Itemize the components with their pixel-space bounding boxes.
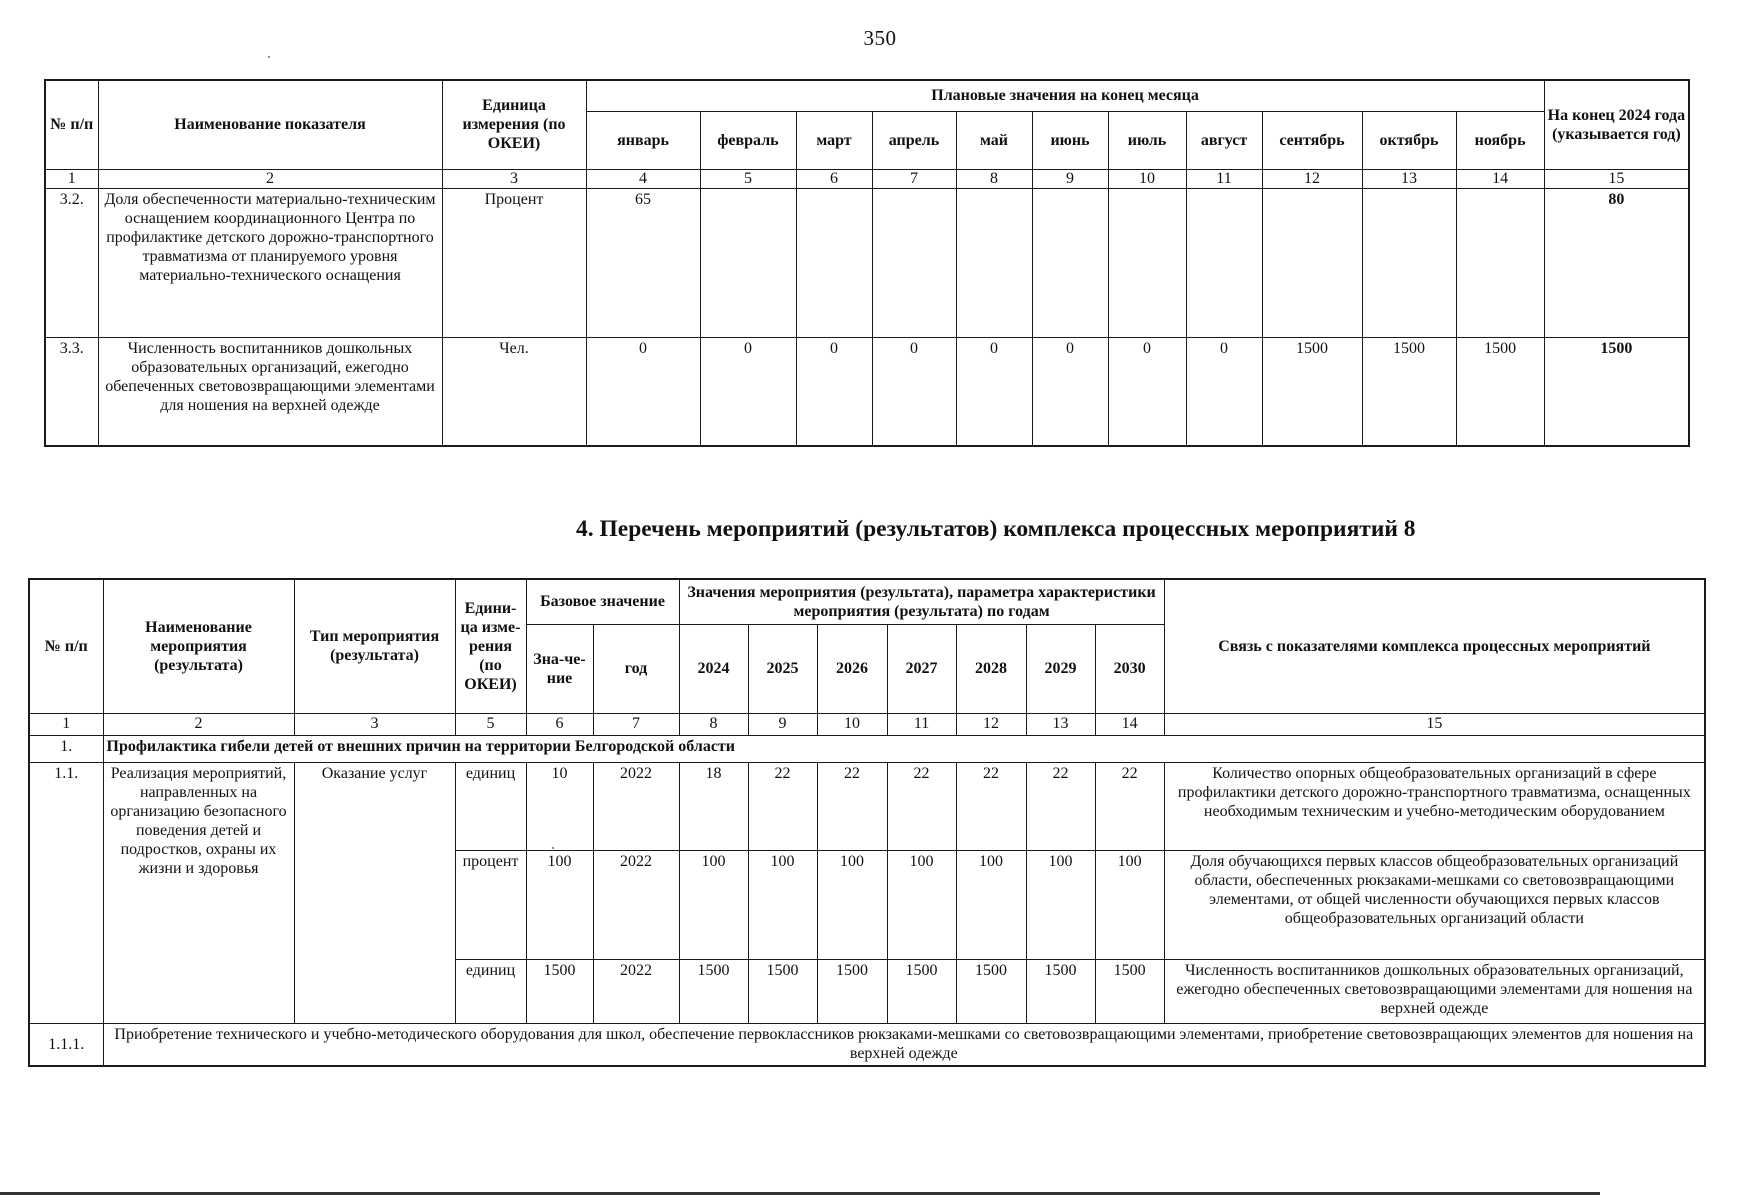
- header-month: май: [956, 111, 1032, 169]
- month-value: 1500: [1262, 337, 1362, 446]
- column-number: 14: [1095, 713, 1164, 735]
- linked-indicator: Численность воспитанников дошкольных образовательных организаций, ежегодно обеспеченных световозвращающими элементами для ношения на верхней одежде: [1164, 959, 1705, 1023]
- month-value: 0: [1108, 337, 1186, 446]
- header-unit: Едини-ца изме-рения (по ОКЕИ): [455, 579, 526, 713]
- column-number: 2: [98, 169, 442, 188]
- header-month: август: [1186, 111, 1262, 169]
- item-name: Реализация мероприятий, направленных на организацию безопасного поведения детей и подростков, охраны их жизни и здоровья: [103, 762, 294, 1023]
- column-number: 3: [294, 713, 455, 735]
- measure-unit: единиц: [455, 762, 526, 850]
- year-value: 22: [817, 762, 887, 850]
- header-link: Связь с показателями комплекса процессных мероприятий: [1164, 579, 1705, 713]
- column-number: 9: [748, 713, 817, 735]
- header-num: № п/п: [45, 80, 98, 169]
- header-year: 2028: [956, 624, 1026, 713]
- month-value: [1186, 188, 1262, 337]
- month-value: 0: [1032, 337, 1108, 446]
- year-value: 100: [679, 850, 748, 959]
- indicator-unit: Чел.: [442, 337, 586, 446]
- header-years-group: Значения мероприятия (результата), параметра характеристики мероприятия (результата) по годам: [679, 579, 1164, 624]
- year-value: 1500: [1095, 959, 1164, 1023]
- month-value: 0: [586, 337, 700, 446]
- column-number: 10: [1108, 169, 1186, 188]
- section-title: 4. Перечень мероприятий (результатов) комплекса процессных мероприятий 8: [576, 516, 1416, 542]
- header-base-value-year: год: [593, 624, 679, 713]
- header-num: № п/п: [29, 579, 103, 713]
- column-number: 12: [956, 713, 1026, 735]
- header-month: октябрь: [1362, 111, 1456, 169]
- row-num: 3.2.: [45, 188, 98, 337]
- base-year: 2022: [593, 959, 679, 1023]
- header-year: 2027: [887, 624, 956, 713]
- month-value: [1456, 188, 1544, 337]
- table-row: [45, 188, 1689, 337]
- sub-item-row: [29, 1023, 1705, 1066]
- page-number: 350: [863, 26, 897, 50]
- column-number: 6: [796, 169, 872, 188]
- column-number: 5: [455, 713, 526, 735]
- year-value: 22: [1026, 762, 1095, 850]
- header-year: 2024: [679, 624, 748, 713]
- header-year: 2026: [817, 624, 887, 713]
- header-year-end: На конец 2024 года (указывается год): [1544, 80, 1689, 169]
- base-year: 2022: [593, 762, 679, 850]
- column-number: 8: [956, 169, 1032, 188]
- month-value: 1500: [1362, 337, 1456, 446]
- header-unit: Единица измерения (по ОКЕИ): [442, 80, 586, 169]
- column-number: 12: [1262, 169, 1362, 188]
- month-value: [1032, 188, 1108, 337]
- header-year: 2025: [748, 624, 817, 713]
- column-number: 14: [1456, 169, 1544, 188]
- year-value: 1500: [887, 959, 956, 1023]
- measures-table: [28, 578, 1706, 1067]
- table-row: [29, 762, 1705, 850]
- year-value: 100: [817, 850, 887, 959]
- month-value: [1362, 188, 1456, 337]
- header-year: 2029: [1026, 624, 1095, 713]
- column-number: 5: [700, 169, 796, 188]
- header-month: апрель: [872, 111, 956, 169]
- column-number: 15: [1544, 169, 1689, 188]
- measure-unit: процент: [455, 850, 526, 959]
- month-value: [1108, 188, 1186, 337]
- scan-speck: [268, 56, 270, 58]
- header-planned-values: Плановые значения на конец месяца: [586, 80, 1544, 111]
- month-value: 0: [956, 337, 1032, 446]
- column-number: 11: [887, 713, 956, 735]
- column-number: 1: [45, 169, 98, 188]
- item-type: Оказание услуг: [294, 762, 455, 1023]
- header-month: июль: [1108, 111, 1186, 169]
- column-number: 8: [679, 713, 748, 735]
- month-value: 1500: [1456, 337, 1544, 446]
- indicator-name: Доля обеспеченности материально-техническим оснащением координационного Центра по профилактике детского дорожно-транспортного травматизма от планируемого уровня материально-технического оснащения: [98, 188, 442, 337]
- year-value: 1500: [748, 959, 817, 1023]
- column-number: 1: [29, 713, 103, 735]
- month-value: [1262, 188, 1362, 337]
- header-month: март: [796, 111, 872, 169]
- year-value: 1500: [956, 959, 1026, 1023]
- year-value: 1500: [1026, 959, 1095, 1023]
- column-number: 6: [526, 713, 593, 735]
- linked-indicator: Доля обучающихся первых классов общеобразовательных организаций области, обеспеченных рюкзаками-мешками со световозвращающими элементами, от общей численности обучающихся первых классов общеобразовательных организаций области: [1164, 850, 1705, 959]
- year-value: 100: [748, 850, 817, 959]
- column-numbers-row: [45, 169, 1689, 188]
- header-month: январь: [586, 111, 700, 169]
- year-end-value: 1500: [1544, 337, 1689, 446]
- year-value: 1500: [679, 959, 748, 1023]
- row-num: 3.3.: [45, 337, 98, 446]
- year-value: 100: [1095, 850, 1164, 959]
- column-number: 10: [817, 713, 887, 735]
- header-indicator-name: Наименование показателя: [98, 80, 442, 169]
- column-number: 2: [103, 713, 294, 735]
- group-row: [29, 735, 1705, 762]
- month-value: 0: [796, 337, 872, 446]
- group-num: 1.: [29, 735, 103, 762]
- year-value: 22: [956, 762, 1026, 850]
- base-value: 10: [526, 762, 593, 850]
- item-num: 1.1.: [29, 762, 103, 1023]
- header-month: сентябрь: [1262, 111, 1362, 169]
- year-value: 22: [1095, 762, 1164, 850]
- linked-indicator: Количество опорных общеобразовательных организаций в сфере профилактики детского дорожно-транспортного травматизма, оснащенных необходимым техническим и учебно-методическим оборудованием: [1164, 762, 1705, 850]
- indicators-table: [44, 79, 1690, 447]
- year-value: 100: [887, 850, 956, 959]
- base-year: 2022: [593, 850, 679, 959]
- header-month: ноябрь: [1456, 111, 1544, 169]
- sub-item-num: 1.1.1.: [29, 1023, 103, 1066]
- column-number: 4: [586, 169, 700, 188]
- base-value: 100: [526, 850, 593, 959]
- column-number: 15: [1164, 713, 1705, 735]
- month-value: 65: [586, 188, 700, 337]
- year-value: 18: [679, 762, 748, 850]
- month-value: 0: [700, 337, 796, 446]
- column-number: 7: [593, 713, 679, 735]
- header-base-value-value: Зна-че-ние: [526, 624, 593, 713]
- sub-item-text: Приобретение технического и учебно-методического оборудования для школ, обеспечение первоклассников рюкзаками-мешками со световозвращающими элементами, приобретение световозвращающих элементов для ношения на верхней одежде: [103, 1023, 1705, 1066]
- indicator-name: Численность воспитанников дошкольных образовательных организаций, ежегодно обепеченных световозвращающими элементами для ношения на верхней одежде: [98, 337, 442, 446]
- group-title: Профилактика гибели детей от внешних причин на территории Белгородской области: [103, 735, 1705, 762]
- column-number: 13: [1026, 713, 1095, 735]
- measure-unit: единиц: [455, 959, 526, 1023]
- indicator-unit: Процент: [442, 188, 586, 337]
- month-value: [956, 188, 1032, 337]
- month-value: [796, 188, 872, 337]
- scan-speck: [552, 847, 554, 849]
- year-value: 1500: [817, 959, 887, 1023]
- year-value: 100: [956, 850, 1026, 959]
- column-number: 3: [442, 169, 586, 188]
- year-value: 22: [887, 762, 956, 850]
- year-value: 22: [748, 762, 817, 850]
- header-base-value: Базовое значение: [526, 579, 679, 624]
- header-measure-name: Наименование мероприятия (результата): [103, 579, 294, 713]
- column-number: 7: [872, 169, 956, 188]
- page-bottom-rule: [0, 1192, 1600, 1195]
- month-value: [700, 188, 796, 337]
- year-value: 100: [1026, 850, 1095, 959]
- header-month: февраль: [700, 111, 796, 169]
- column-numbers-row: [29, 713, 1705, 735]
- column-number: 9: [1032, 169, 1108, 188]
- table-row: [45, 337, 1689, 446]
- header-measure-type: Тип мероприятия (результата): [294, 579, 455, 713]
- year-end-value: 80: [1544, 188, 1689, 337]
- month-value: 0: [1186, 337, 1262, 446]
- header-year: 2030: [1095, 624, 1164, 713]
- base-value: 1500: [526, 959, 593, 1023]
- header-month: июнь: [1032, 111, 1108, 169]
- column-number: 13: [1362, 169, 1456, 188]
- month-value: 0: [872, 337, 956, 446]
- column-number: 11: [1186, 169, 1262, 188]
- month-value: [872, 188, 956, 337]
